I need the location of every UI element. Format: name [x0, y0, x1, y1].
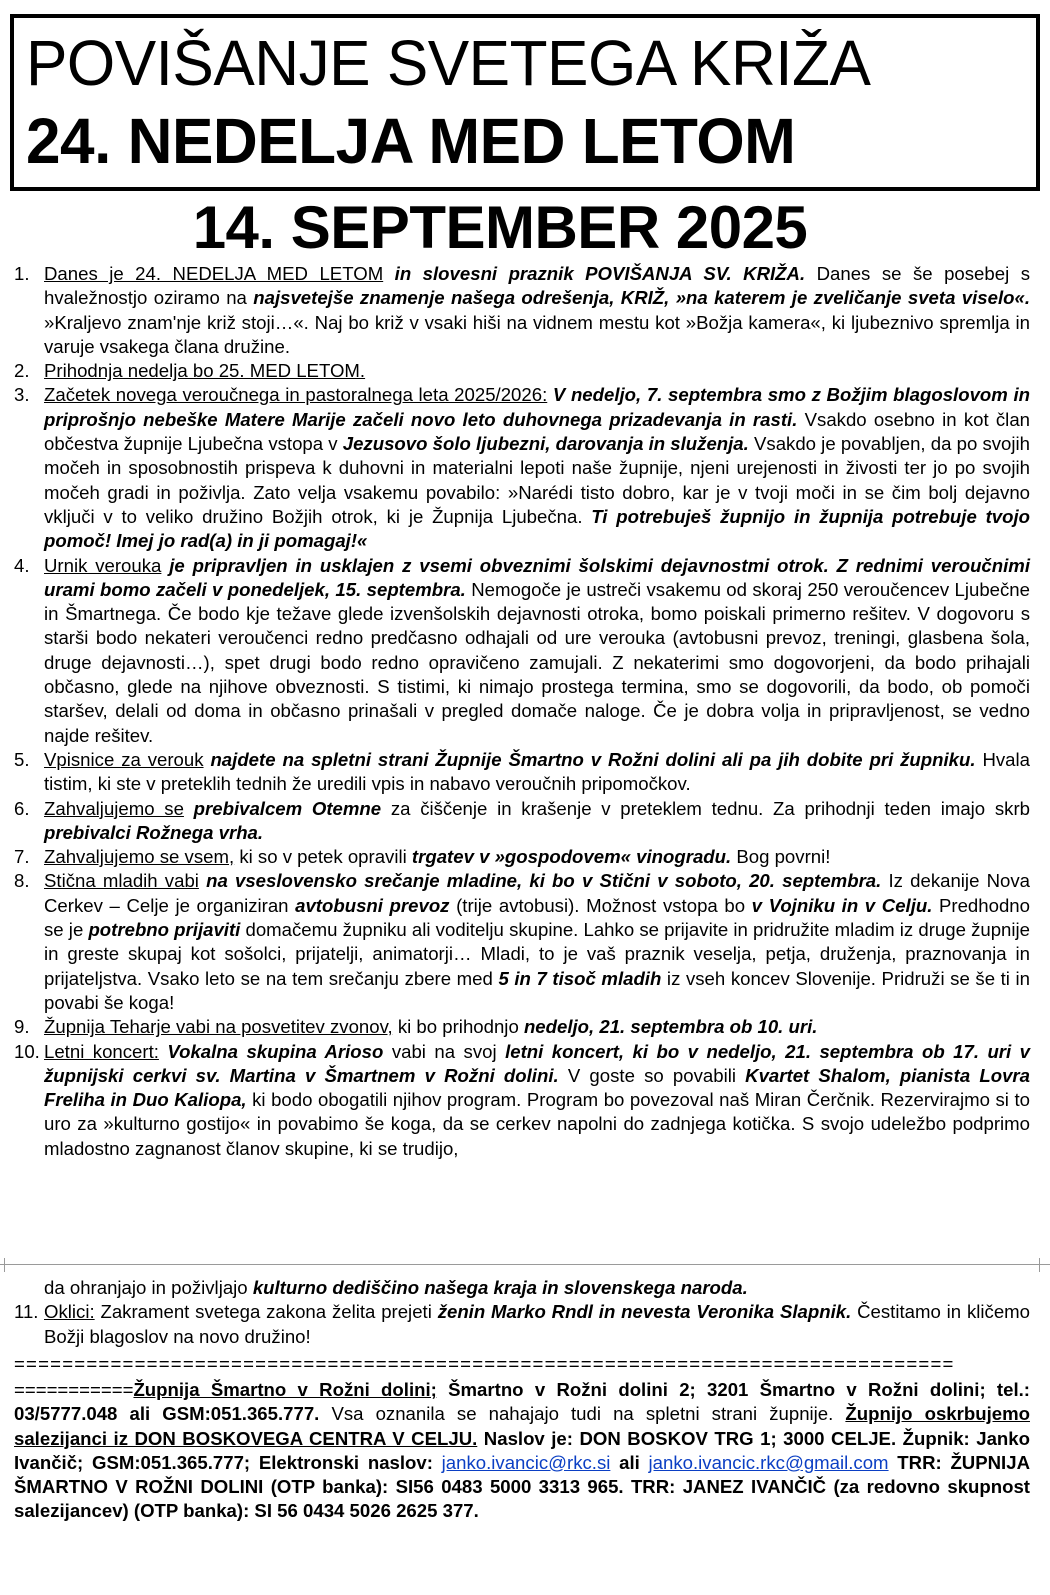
- item-number: 2.: [14, 360, 30, 382]
- item-text-segment: Kvartet Shalom, pianista Lovra Freliha in Duo Kaliopa,: [44, 1064, 1030, 1111]
- email-link[interactable]: janko.ivancic.rkc@gmail.com: [648, 1451, 889, 1473]
- item-text-segment: Vokalna skupina Arioso: [158, 1040, 384, 1062]
- footer-text-segment: ===========: [14, 1379, 134, 1400]
- announcement-item: [14, 262, 1030, 359]
- parish-contact-footer: [14, 1378, 1030, 1524]
- item-text-segment: kulturno dediščino našega kraja in slovenskega naroda.: [252, 1277, 748, 1298]
- item-text-segment: Začetek novega veroučnega in pastoralnega leta 2025/2026:: [44, 384, 548, 406]
- announcement-item: [14, 1300, 1030, 1349]
- footer-text-segment: Vsa oznanila se nahajajo tudi na spletni strani župnije.: [319, 1403, 846, 1425]
- announcement-item: [14, 1015, 1030, 1039]
- title-box: [10, 14, 1040, 191]
- announcement-list: [14, 262, 1030, 1161]
- footer-text-segment: TRR: ŽUPNIJA ŠMARTNO V ROŽNI DOLINI (OTP banka): SI56 0483 5000 3313 965. TRR: JANEZ IVANČIČ (za redovno skupnost salezijancev) (OTP banka): SI 56 0434 5026 2625 377.: [14, 1451, 1030, 1522]
- item-text-segment: ki so v petek opravili: [234, 846, 412, 868]
- item-text-segment: na vseslovensko srečanje mladine, ki bo v Stični v soboto, 20. septembra.: [198, 870, 882, 892]
- item-text-segment: trgatev v »gospodovem« vinogradu.: [411, 846, 732, 868]
- announcement-item: [14, 869, 1030, 1015]
- item-text-segment: in slovesni praznik POVIŠANJA SV. KRIŽA.: [383, 263, 806, 284]
- item-number: 1.: [14, 263, 30, 284]
- item-text-segment: Čestitamo in kličemo Božji blagoslov na novo družino!: [44, 1301, 1030, 1347]
- item-text-segment: ženin Marko Rndl in nevesta Veronika Slapnik.: [437, 1301, 852, 1323]
- item-text-segment: Iz dekanije Nova Cerkev – Celje je organiziran: [44, 870, 1030, 916]
- item-text-segment: v Vojniku in v Celju.: [751, 894, 933, 916]
- item-text-segment: vabi na svoj: [383, 1040, 506, 1062]
- item-text-segment: Danes se še posebej s hvaležnostjo oziramo na: [44, 263, 1030, 309]
- item-text-segment: je pripravljen in usklajen z vsemi obveznimi šolskimi dejavnostmi otrok. Z rednimi veroučnimi urami bomo začeli v ponedeljek, 15. septembra.: [44, 554, 1030, 600]
- item-text-segment: prebivalci Rožnega vrha.: [44, 821, 264, 843]
- item-text-segment: avtobusni prevoz: [295, 894, 450, 916]
- item-text-segment: Prihodnja nedelja bo 25. MED LETOM.: [44, 360, 366, 382]
- item-number: 8.: [14, 870, 30, 892]
- announcement-item: [14, 748, 1030, 797]
- footer-text-segment: Župnijo oskrbujemo salezijanci iz DON BOSKOVEGA CENTRA V CELJU.: [14, 1403, 1030, 1449]
- item-text-segment: Ti potrebuješ župnijo in župnija potrebuje tvojo pomoč! Imej jo rad(a) in ji pomagaj!«: [44, 505, 1030, 552]
- separator-line: ==============================================================================: [14, 1353, 955, 1374]
- footer-text-segment: Župnija Šmartno v Rožni dolini;: [133, 1379, 437, 1400]
- item-text-segment: ki bo prihodnjo: [392, 1016, 524, 1038]
- page-break: [0, 1258, 1050, 1272]
- item-text-segment: najsvetejše znamenje našega odrešenja, KRIŽ, »na katerem je zveličanje sveta viselo«.: [253, 287, 1030, 309]
- announcement-item: [14, 1040, 1030, 1161]
- announcement-list-continued: [14, 1276, 1030, 1349]
- item-text-segment: za čiščenje in krašenje v preteklem tednu. Za prihodnji teden imajo skrb: [381, 797, 1030, 819]
- item-text-segment: Nemogoče je ustreči vsakemu od skoraj 250 veroučencev Ljubečne in Šmartnega. Če bodo kje težave glede izvenšolskih dejavnosti otroka, bomo poiskali primerno rešitev. V dogovoru s starši bodo nekateri veroučenci redno predčasno odhajali od ure verouka (avtobusni prevoz, treningi, glasbena šola, druge dejavnosti…), spet drugi bodo redno opravičeno zamujali. Z nekaterimi smo dogovorjeni, da bodo prihajali občasno, glede na njihove obveznosti. S tistimi, ki nimajo prostega termina, smo se dogovorili, da bodo, ob pomoči staršev, delali od doma in občasno prinašali v pregled domače naloge. Če je dobra volja in pripravljenost, se vedno najde rešitev.: [44, 578, 1030, 746]
- announcement-item: [14, 383, 1030, 553]
- item-text-segment: Vsakdo je povabljen, da po svojih močeh in sposobnostih prispeva k duhovni in materialni lepoti naše župnije, njeni urejenosti in živosti ter jo po svojih močeh gradi in poživlja. Zato velja vsakemu povabilo: »Narédi tisto dobro, kar je v tvoji moči in se čim bolj dejavno vključi v to veliko družino Božjih otrok, ki je Župnija Ljubečna.: [44, 433, 1030, 527]
- item-text-segment: Stična mladih vabi: [44, 870, 199, 892]
- title-feast: POVIŠANJE SVETEGA KRIŽA: [26, 27, 871, 99]
- item-text-segment: Župnija Teharje vabi na posvetitev zvonov,: [44, 1016, 393, 1038]
- announcement-item: [14, 554, 1030, 748]
- announcement-item: [14, 1276, 1030, 1300]
- item-text-segment: domačemu župniku ali voditelju skupine. Lahko se prijavite in pridružite mladim iz druge župnije in greste skupaj kot sošolci, prijatelji, animatorji… Mladi, to je vaš praznik veselja, petja, druženja, praznovanja in prijateljstva. Vsako leto se na tem srečanju zbere med: [44, 919, 1031, 989]
- item-text-segment: potrebno prijaviti: [88, 919, 241, 941]
- item-text-segment: Bog povrni!: [731, 846, 831, 868]
- item-text-segment: nedeljo, 21. septembra ob 10. uri.: [523, 1016, 818, 1038]
- item-text-segment: Vpisnice za verouk: [44, 748, 204, 770]
- announcement-item: [14, 797, 1030, 846]
- footer-text-segment: Naslov je: DON BOSKOV TRG 1; 3000 CELJE. Župnik: Janko Ivančič; GSM:051.365.777; Elektronski naslov:: [14, 1427, 1030, 1473]
- item-text-segment: Danes je 24. NEDELJA MED LETOM: [44, 263, 384, 284]
- item-number: 11.: [14, 1301, 39, 1323]
- footer-text-segment: Šmartno v Rožni dolini 2; 3201 Šmartno v Rožni dolini; tel.: 03/5777.048 ali GSM:051.365.777.: [14, 1379, 1030, 1425]
- item-number: 3.: [14, 384, 30, 406]
- item-text-segment: Zakrament svetega zakona želita prejeti: [94, 1301, 438, 1323]
- item-text-segment: Predhodno se je: [44, 894, 1030, 941]
- item-text-segment: najdete na spletni strani Župnije Šmartno v Rožni dolini ali pa jih dobite pri župniku.: [203, 748, 976, 770]
- item-text-segment: Hvala tistim, ki ste v preteklih tednih že uredili vpis in nabavo veroučnih pripomočkov.: [44, 748, 1030, 795]
- item-text-segment: Zahvaljujemo se vsem,: [44, 846, 235, 868]
- item-number: 4.: [14, 554, 30, 576]
- item-text-segment: Zahvaljujemo se: [44, 797, 184, 819]
- item-text-segment: 5 in 7 tisoč mladih: [498, 967, 662, 989]
- item-number: 6.: [14, 797, 30, 819]
- item-text-segment: iz vseh koncev Slovenije. Pridruži se še ti in povabi še koga!: [44, 967, 1030, 1013]
- item-number: 7.: [14, 846, 30, 868]
- item-text-segment: ki bodo obogatili njihov program. Program bo povezoval naš Miran Čerčnik. Rezervirajmo si to uro za »kulturno gostijo« in povabimo še koga, da se cerkev napolni do zadnjega kotička. S svojo udeležbo podprimo mladostno zagnanost članov skupine, ki se trudijo,: [44, 1089, 1030, 1159]
- item-number: 10.: [14, 1040, 40, 1062]
- title-sunday: 24. NEDELJA MED LETOM: [26, 105, 796, 177]
- bulletin-date: 14. SEPTEMBER 2025: [192, 194, 808, 261]
- item-text-segment: »Kraljevo znam'nje križ stoji…«. Naj bo križ v vsaki hiši na vidnem mestu kot »Božja kamera«, ki ljubeznivo spremlja in varuje vsakega člana družine.: [44, 311, 1030, 357]
- item-number: 9.: [14, 1016, 30, 1038]
- item-number: 5.: [14, 748, 30, 770]
- item-text-segment: V nedeljo, 7. septembra smo z Božjim blagoslovom in priprošnjo nebeške Matere Marije začeli novo leto duhovnega prizadevanja in rasti.: [44, 384, 1030, 430]
- item-text-segment: da ohranjajo in poživljajo: [44, 1277, 253, 1298]
- item-text-segment: Vsakdo osebno in kot član občestva župnije Ljubečna vstopa v: [44, 408, 1030, 455]
- item-text-segment: Letni koncert:: [44, 1040, 159, 1062]
- item-text-segment: V goste so povabili: [558, 1064, 746, 1086]
- item-text-segment: (trije avtobusi). Možnost vstopa bo: [449, 894, 752, 916]
- email-link[interactable]: janko.ivancic@rkc.si: [441, 1451, 611, 1473]
- item-text-segment: Oklici:: [44, 1301, 95, 1323]
- announcement-item: [14, 845, 1030, 869]
- footer-text-segment: ali: [610, 1451, 649, 1473]
- item-text-segment: Urnik verouka: [44, 554, 162, 576]
- item-text-segment: prebivalcem Otemne: [183, 797, 382, 819]
- item-text-segment: Jezusovo šolo ljubezni, darovanja in služenja.: [342, 433, 749, 455]
- announcement-item: [14, 359, 1030, 383]
- item-text-segment: letni koncert, ki bo v nedeljo, 21. septembra ob 17. uri v župnijski cerkvi sv. Martina v Šmartnem v Rožni dolini.: [44, 1040, 1030, 1086]
